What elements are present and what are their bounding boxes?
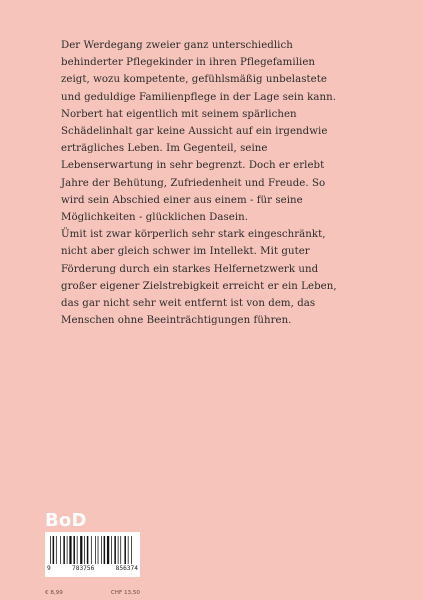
isbn-barcode: [45, 532, 140, 588]
barcode-digits: [47, 565, 138, 572]
back-cover-blurb: [61, 37, 379, 329]
barcode-bar: [53, 536, 55, 564]
bod-logo: BoD: [45, 510, 87, 531]
barcode-bar: [101, 536, 102, 564]
barcode-bar: [107, 536, 109, 564]
barcode-bars: [49, 536, 136, 564]
barcode-bar: [84, 536, 85, 564]
barcode-bar: [77, 536, 78, 564]
price-eur: € 8,99: [45, 590, 63, 596]
blurb-paragraph-1: Der Werdegang zweier ganz unterschiedlich behinderter Pflegekinder in ihren Pflegefamilien zeigt, wozu kompetente, gefühlsmäßig unbelastete und geduldige Familienpflege in der Lage sein kann. Norbert hat eigentlich mit seinem spärlichen Schädelinhalt gar keine Aussicht auf ein irgendwie erträgliches Leben. Im Gegenteil, seine Lebenserwartung in sehr begrenzt. Doch er erlebt Jahre der Behütung, Zufriedenheit und Freude. So wird sein Abschied einer aus einem - für seine Möglichkeiten - glücklichen Dasein.: [61, 40, 336, 224]
barcode-bar: [128, 536, 129, 564]
barcode-bar: [111, 536, 112, 564]
price-chf: CHF 13,50: [110, 590, 140, 596]
barcode-bar: [120, 536, 121, 564]
barcode-digit-group-2: 856374: [115, 565, 138, 572]
barcode-bar: [56, 536, 57, 564]
barcode-bar: [91, 536, 92, 564]
barcode-bar: [98, 536, 99, 564]
barcode-bar: [60, 536, 61, 564]
barcode-bar: [69, 536, 71, 564]
barcode-bar: [87, 536, 89, 564]
barcode-bar: [114, 536, 116, 564]
barcode-bar: [50, 536, 51, 564]
barcode-bar: [67, 536, 68, 564]
barcode-digit-group-1: 783756: [72, 565, 95, 572]
barcode-bar: [95, 536, 96, 564]
barcode-bar: [124, 536, 126, 564]
blurb-paragraph-2: Ümit ist zwar körperlich sehr stark eingeschränkt, nicht aber gleich schwer im Intellekt. Mit guter Förderung durch ein starkes Helfernetzwerk und großer eigener Zielstrebigkeit erreicht er ein Leben, das gar nicht sehr weit entfernt ist von dem, das Menschen ohne Beeinträchtigungen führen.: [61, 229, 337, 327]
barcode-bar: [104, 536, 106, 564]
barcode-bar: [131, 536, 132, 564]
barcode-bar: [63, 536, 65, 564]
barcode-digit-prefix: 9: [47, 565, 51, 572]
barcode-bar: [73, 536, 75, 564]
price-line: [45, 590, 140, 596]
barcode-bar: [118, 536, 119, 564]
barcode-bar: [80, 536, 82, 564]
